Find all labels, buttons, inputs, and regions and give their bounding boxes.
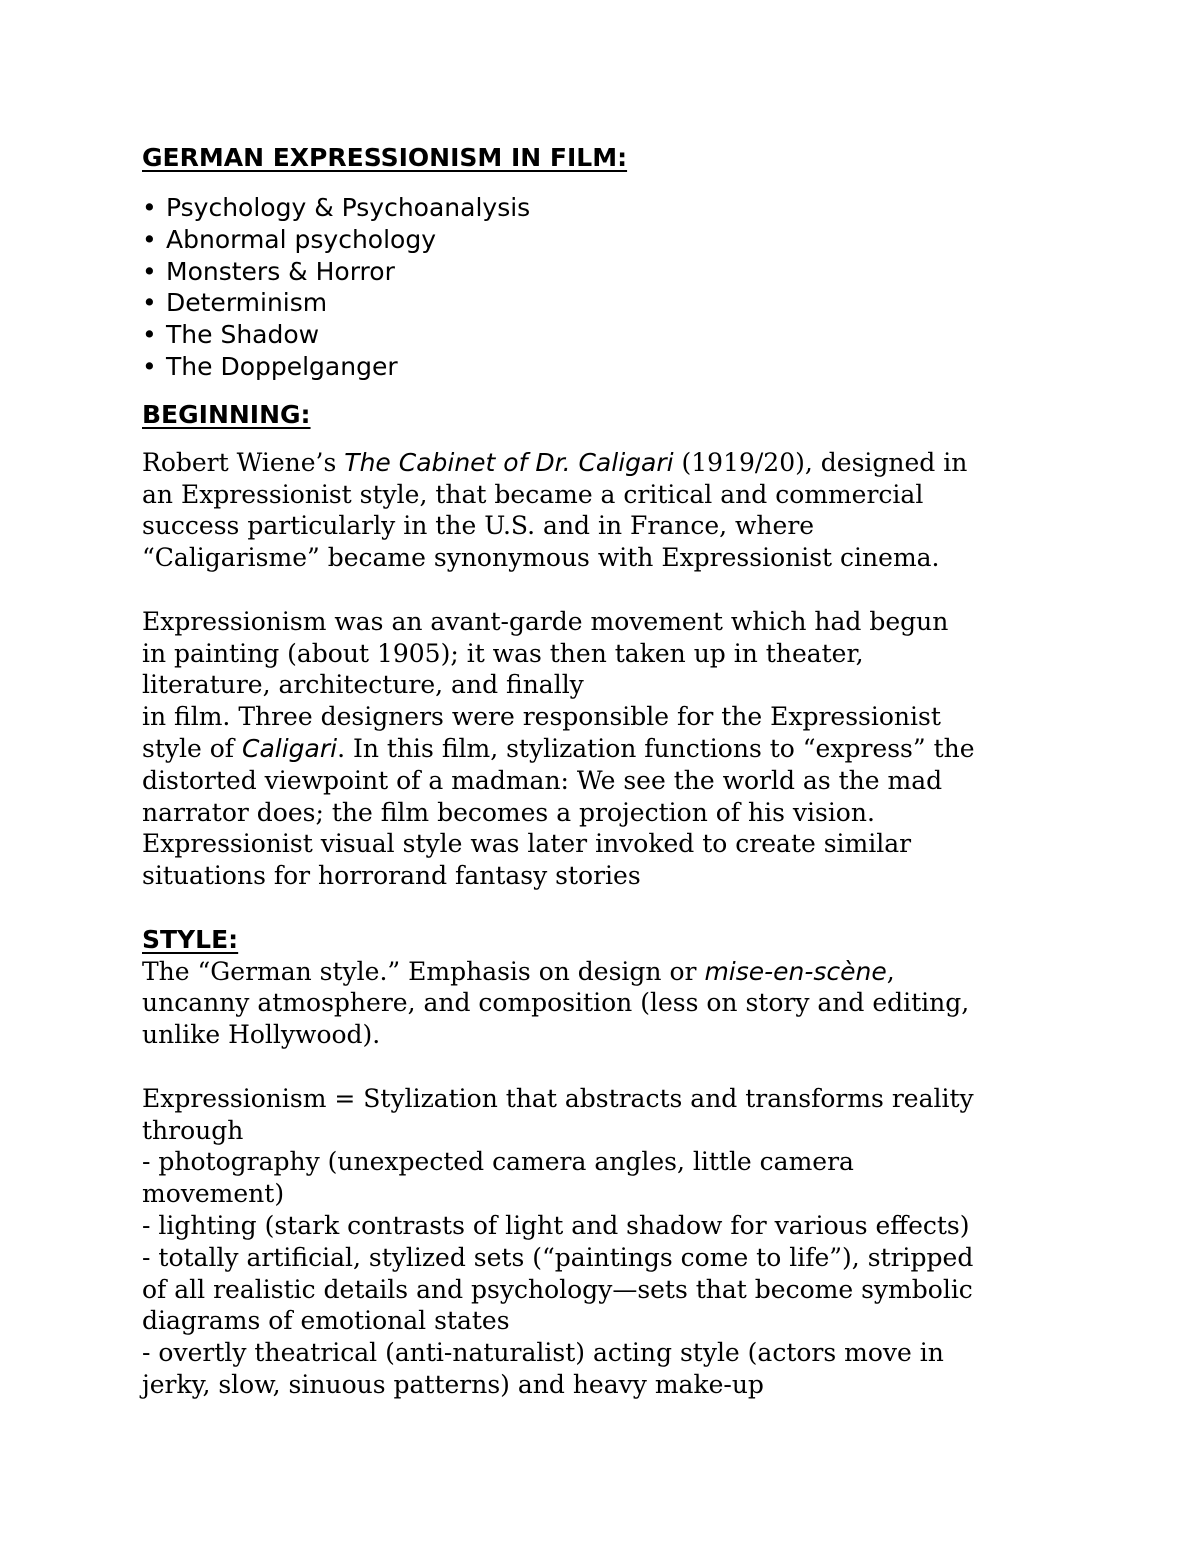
text-line: The “German style.” Emphasis on design or mise-en-scène, <box>142 956 895 986</box>
text-line: literature, architecture, and finally <box>142 670 584 700</box>
film-title-italic: The Cabinet of Dr. Caligari <box>344 447 674 477</box>
text-line: Expressionism was an avant-garde movement which had begun <box>142 606 949 636</box>
document-title: GERMAN EXPRESSIONISM IN FILM: <box>142 143 628 172</box>
bullet-icon: • <box>142 320 157 350</box>
text-line: - overtly theatrical (anti-naturalist) acting style (actors move in <box>142 1338 944 1368</box>
style-paragraph-1 <box>142 956 1072 1051</box>
term-italic: mise-en-scène <box>704 956 887 986</box>
list-item: • The Doppelganger <box>142 351 398 381</box>
film-title-italic: Caligari <box>242 733 338 763</box>
bullet-icon: • <box>142 193 157 222</box>
text-line: jerky, slow, sinuous patterns) and heavy make-up <box>142 1369 764 1399</box>
text-line: movement) <box>142 1179 285 1209</box>
list-item: • The Shadow <box>142 320 320 350</box>
list-item: • Psychology & Psychoanalysis <box>142 193 531 222</box>
text-line: - photography (unexpected camera angles, little camera <box>142 1147 854 1177</box>
style-paragraph-2 <box>142 1083 1072 1401</box>
document-page <box>142 140 1072 1401</box>
list-item: • Abnormal psychology <box>142 224 436 254</box>
text-line: an Expressionist style, that became a critical and commercial <box>142 479 924 509</box>
text-line: success particularly in the U.S. and in France, where <box>142 511 815 541</box>
text-line: narrator does; the film becomes a projection of his vision. <box>142 797 875 827</box>
text-line: of all realistic details and psychology—sets that become symbolic <box>142 1274 973 1304</box>
text-line: Expressionism = Stylization that abstracts and transforms reality <box>142 1083 974 1113</box>
list-item: • Determinism <box>142 288 328 318</box>
bullet-icon: • <box>142 288 157 318</box>
text-line: in painting (about 1905); it was then taken up in theater, <box>142 638 864 668</box>
text-line: distorted viewpoint of a madman: We see the world as the mad <box>142 765 943 795</box>
text-line: - totally artificial, stylized sets (“paintings come to life”), stripped <box>142 1242 974 1272</box>
topic-bullet-list <box>142 192 1072 383</box>
text-line: in film. Three designers were responsible for the Expressionist <box>142 702 941 732</box>
bullet-icon: • <box>142 351 157 381</box>
bullet-icon: • <box>142 224 157 254</box>
text-line: “Caligarisme” became synonymous with Expressionist cinema. <box>142 543 940 573</box>
beginning-heading: BEGINNING: <box>142 399 311 429</box>
text-line: diagrams of emotional states <box>142 1306 510 1336</box>
beginning-paragraph-2 <box>142 606 1072 892</box>
style-heading: STYLE: <box>142 924 239 954</box>
bullet-icon: • <box>142 256 157 286</box>
text-line: Expressionist visual style was later invoked to create similar <box>142 829 912 859</box>
paragraph-spacer <box>142 892 1072 924</box>
text-line: - lighting (stark contrasts of light and shadow for various effects) <box>142 1210 970 1240</box>
text-line: Robert Wiene’s The Cabinet of Dr. Caligari (1919/20), designed in <box>142 447 968 477</box>
text-line: unlike Hollywood). <box>142 1020 381 1050</box>
text-line: style of Caligari. In this film, stylization functions to “express” the <box>142 733 975 763</box>
text-line: uncanny atmosphere, and composition (less on story and editing, <box>142 988 970 1018</box>
paragraph-spacer <box>142 1051 1072 1083</box>
beginning-paragraph-1 <box>142 447 1072 574</box>
text-line: through <box>142 1115 244 1145</box>
paragraph-spacer <box>142 574 1072 606</box>
text-line: situations for horrorand fantasy stories <box>142 861 641 891</box>
list-item: • Monsters & Horror <box>142 256 395 286</box>
